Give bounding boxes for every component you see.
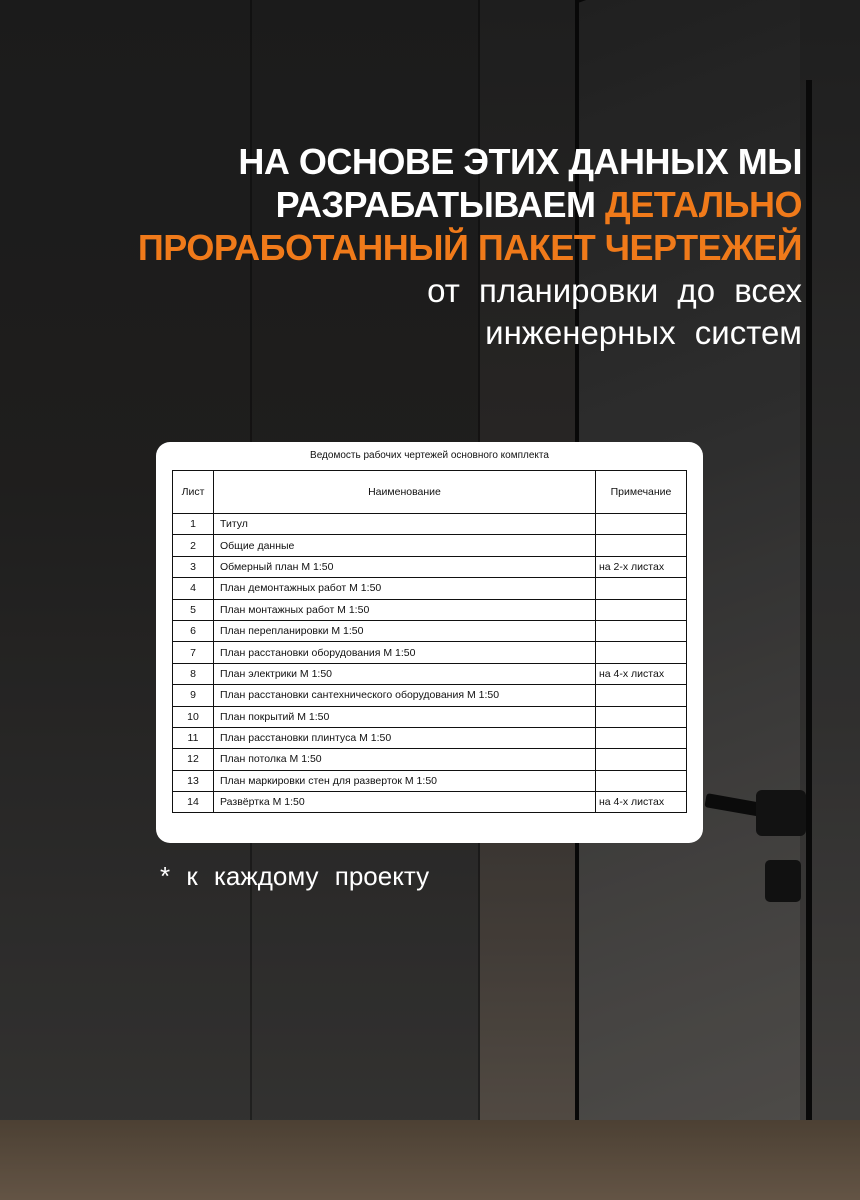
cell-name: План монтажных работ М 1:50 (214, 599, 596, 620)
table-row (173, 599, 687, 620)
cell-sheet: 12 (173, 749, 214, 770)
cell-name: План расстановки плинтуса М 1:50 (214, 727, 596, 748)
table-row (173, 663, 687, 684)
cell-sheet: 9 (173, 685, 214, 706)
cell-note (596, 535, 687, 556)
cell-name: Обмерный план М 1:50 (214, 556, 596, 577)
cell-note (596, 770, 687, 791)
cell-sheet: 3 (173, 556, 214, 577)
cell-sheet: 5 (173, 599, 214, 620)
cell-note (596, 642, 687, 663)
cell-note: на 4-х листах (596, 792, 687, 813)
door-handle-base (756, 790, 806, 836)
table-row (173, 642, 687, 663)
cell-sheet: 13 (173, 770, 214, 791)
table-body (173, 514, 687, 813)
table-row (173, 706, 687, 727)
cell-sheet: 1 (173, 514, 214, 535)
cell-name: Развёртка М 1:50 (214, 792, 596, 813)
cell-name: Титул (214, 514, 596, 535)
subheading-line-2: инженерных систем (485, 314, 802, 351)
cell-note: на 2-х листах (596, 556, 687, 577)
header-sheet: Лист (173, 471, 214, 514)
header-note: Примечание (596, 471, 687, 514)
table-row (173, 792, 687, 813)
headline (138, 140, 802, 269)
cell-sheet: 2 (173, 535, 214, 556)
table-row (173, 514, 687, 535)
headline-line-2: РАЗРАБАТЫВАЕМ (275, 184, 596, 225)
drawings-list-card (156, 442, 703, 843)
cell-name: План маркировки стен для разверток М 1:50 (214, 770, 596, 791)
table-row (173, 556, 687, 577)
cell-name: План потолка М 1:50 (214, 749, 596, 770)
subheading-line-1: от планировки до всех (427, 272, 802, 309)
door-lock-icon (765, 860, 801, 902)
cell-note (596, 578, 687, 599)
subheading (427, 270, 802, 354)
table-row (173, 749, 687, 770)
cell-sheet: 6 (173, 620, 214, 641)
cell-sheet: 7 (173, 642, 214, 663)
table-row (173, 578, 687, 599)
header-name: Наименование (214, 471, 596, 514)
table-row (173, 535, 687, 556)
cell-note (596, 599, 687, 620)
cell-note (596, 685, 687, 706)
table-row (173, 685, 687, 706)
cell-name: План перепланировки М 1:50 (214, 620, 596, 641)
cell-note (596, 620, 687, 641)
drawings-table (172, 470, 687, 813)
table-row (173, 620, 687, 641)
cell-note (596, 727, 687, 748)
headline-line-1: НА ОСНОВЕ ЭТИХ ДАННЫХ МЫ (238, 141, 802, 182)
cell-name: План расстановки сантехнического оборудования М 1:50 (214, 685, 596, 706)
cell-sheet: 11 (173, 727, 214, 748)
table-header-row (173, 471, 687, 514)
footnote: * к каждому проекту (160, 861, 430, 891)
table-row (173, 770, 687, 791)
cell-name: План электрики М 1:50 (214, 663, 596, 684)
table-title: Ведомость рабочих чертежей основного комплекта (310, 450, 549, 461)
cell-sheet: 4 (173, 578, 214, 599)
cell-note (596, 706, 687, 727)
cell-name: План покрытий М 1:50 (214, 706, 596, 727)
table-row (173, 727, 687, 748)
cell-sheet: 10 (173, 706, 214, 727)
cell-note: на 4-х листах (596, 663, 687, 684)
cell-sheet: 8 (173, 663, 214, 684)
cell-name: Общие данные (214, 535, 596, 556)
headline-accent-1: ДЕТАЛЬНО (605, 184, 802, 225)
cell-name: План демонтажных работ М 1:50 (214, 578, 596, 599)
cell-sheet: 14 (173, 792, 214, 813)
cell-name: План расстановки оборудования М 1:50 (214, 642, 596, 663)
cell-note (596, 749, 687, 770)
cell-note (596, 514, 687, 535)
headline-accent-2: ПРОРАБОТАННЫЙ ПАКЕТ ЧЕРТЕЖЕЙ (137, 227, 802, 268)
